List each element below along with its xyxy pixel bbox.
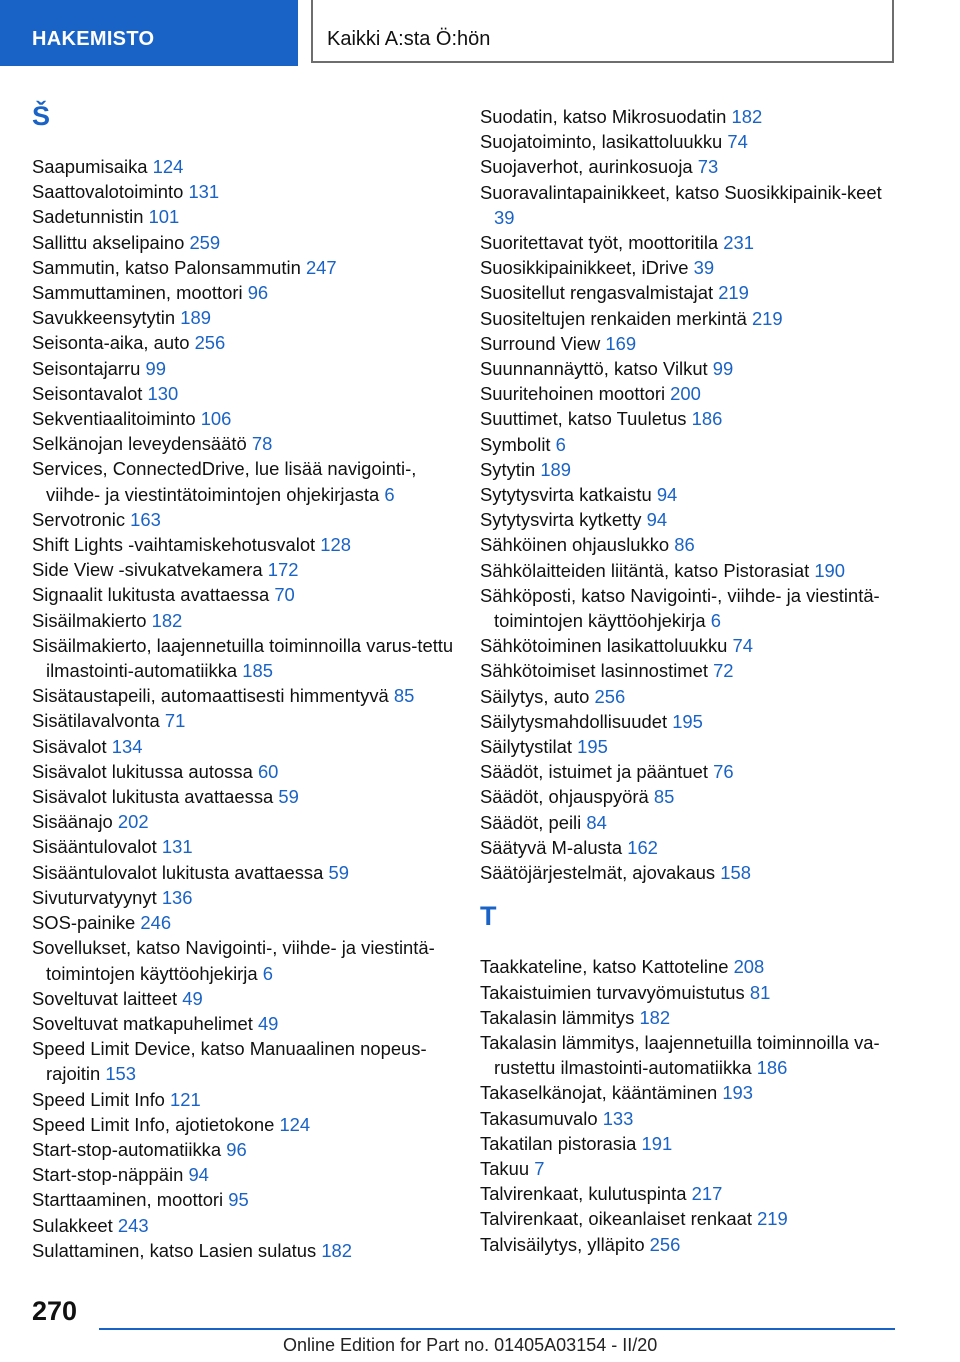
chapter-title: Kaikki A:sta Ö:hön — [327, 28, 491, 50]
index-page-link[interactable]: 94 — [646, 509, 668, 531]
index-entry-text: Seisontavalot — [32, 382, 143, 404]
index-entry — [32, 885, 457, 910]
index-entry-text: Seisonta-aika, auto — [32, 332, 190, 354]
index-entry — [480, 406, 905, 431]
index-entry-text: Takalasin lämmitys — [480, 1006, 635, 1028]
index-entry — [32, 986, 457, 1011]
index-entry-text: Shift Lights -vaihtamiskehotusvalot — [32, 534, 316, 556]
index-entry-text: Takaselkänojat, kääntäminen — [480, 1082, 718, 1104]
index-entry — [480, 980, 905, 1005]
index-page-link[interactable]: 190 — [814, 559, 845, 581]
index-entry — [480, 381, 905, 406]
index-letter-heading: Š — [32, 101, 51, 131]
index-entry — [32, 507, 457, 532]
index-entry-text: Sovellukset, katso Navigointi-, viihde- ja viestintä-toimintojen käyttöohjekirja — [32, 937, 435, 984]
index-page-link[interactable]: 7 — [534, 1157, 545, 1179]
index-entry — [480, 583, 905, 633]
index-page-link[interactable]: 208 — [733, 956, 765, 978]
index-page-link[interactable]: 186 — [691, 408, 723, 430]
index-column-right — [480, 104, 905, 1257]
index-entry — [32, 1087, 457, 1112]
index-entry — [32, 204, 457, 229]
index-entry-text: Sammutin, katso Palonsammutin — [32, 256, 301, 278]
index-entry — [480, 532, 905, 557]
index-letter-heading: T — [480, 901, 497, 932]
index-entry — [32, 280, 457, 305]
index-page-link[interactable]: 49 — [257, 1012, 279, 1034]
index-entry — [480, 684, 905, 709]
index-entry-text: Takalasin lämmitys, laajennetuilla toiminnoilla va-rustettu ilmastointi-automatiikka — [480, 1031, 880, 1079]
index-entry — [480, 507, 905, 532]
chapter-title-box — [311, 0, 894, 63]
index-page-link[interactable]: 124 — [152, 156, 184, 177]
index-entry-text: Surround View — [480, 332, 601, 354]
index-entry — [480, 180, 905, 230]
index-entry-text: Säädöt, istuimet ja pääntuet — [480, 761, 708, 783]
index-entry-text: Sähköposti, katso Navigointi-, viihde- ja viestintä-toimintojen käyttöohjekirja — [480, 584, 880, 632]
index-entry-text: Sisäilmakierto — [32, 609, 147, 631]
index-entry-text: Sivuturvatyynyt — [32, 886, 157, 908]
index-entry — [480, 759, 905, 784]
index-page-link[interactable]: 182 — [639, 1006, 671, 1028]
index-page-link[interactable]: 70 — [274, 584, 295, 606]
index-page-link[interactable]: 195 — [577, 736, 608, 758]
index-entry-text: Sisäänajo — [32, 811, 113, 833]
index-entry — [32, 406, 457, 431]
index-entry-text: Suuttimet, katso Tuuletus — [480, 408, 687, 430]
index-entry-text: Talvirenkaat, oikeanlaiset renkaat — [480, 1208, 752, 1230]
index-entry-text: Soveltuvat matkapuhelimet — [32, 1012, 253, 1034]
index-page-link[interactable]: 219 — [757, 1208, 788, 1230]
index-entry-text: Sisätaustapeili, automaattisesti himmentyvä — [32, 685, 389, 707]
index-entry-text: Suuritehoinen moottori — [480, 383, 666, 405]
index-entry-text: Speed Limit Device, katso Manuaalinen nopeus-rajoitin — [32, 1038, 427, 1085]
index-page-link[interactable]: 186 — [756, 1057, 788, 1079]
index-page-link[interactable]: 95 — [228, 1189, 249, 1211]
index-page-link[interactable]: 247 — [305, 256, 337, 278]
index-entry-text: Servotronic — [32, 508, 126, 530]
index-entry-text: Seisontajarru — [32, 357, 141, 379]
index-entry — [32, 708, 457, 733]
index-entry — [32, 683, 457, 708]
index-entry-text: Talvirenkaat, kulutuspinta — [480, 1183, 687, 1205]
index-entry-text: Suunnannäyttö, katso Vilkut — [480, 358, 708, 380]
index-entry — [480, 658, 905, 683]
index-entry — [480, 633, 905, 658]
page-number: 270 — [32, 1296, 78, 1326]
index-entry — [32, 431, 457, 456]
index-page-link[interactable]: 96 — [247, 282, 269, 304]
index-entry-text: Sisätilavalvonta — [32, 710, 160, 732]
index-entry — [32, 784, 457, 809]
index-page-link[interactable]: 76 — [713, 761, 734, 783]
index-entry-text: Säätöjärjestelmät, ajovakaus — [480, 862, 716, 884]
index-entry-text: Sisävalot lukitusta avattaessa — [32, 786, 274, 808]
index-page-link[interactable]: 169 — [605, 332, 637, 354]
index-page-link[interactable]: 99 — [712, 358, 734, 380]
index-entry — [32, 1112, 457, 1137]
index-entry — [32, 759, 457, 784]
index-entry — [32, 356, 457, 381]
index-page-link[interactable]: 217 — [691, 1183, 723, 1205]
index-entry — [32, 582, 457, 607]
index-page-link[interactable]: 136 — [161, 886, 193, 908]
index-page-link[interactable]: 39 — [494, 206, 515, 228]
index-page-link[interactable]: 6 — [384, 483, 395, 505]
index-page-link[interactable]: 163 — [130, 508, 161, 530]
index-entry — [480, 784, 905, 809]
index-entry-list — [32, 154, 457, 1263]
index-page-link[interactable]: 153 — [105, 1063, 136, 1085]
index-entry — [480, 1131, 905, 1156]
index-entry — [480, 954, 905, 979]
index-entry — [32, 1238, 457, 1263]
index-entry-text: Sekventiaalitoiminto — [32, 408, 196, 430]
index-entry — [32, 230, 457, 255]
index-entry — [480, 280, 905, 305]
index-page-link[interactable]: 131 — [188, 181, 220, 203]
index-entry — [32, 330, 457, 355]
index-entry — [32, 935, 457, 985]
index-entry — [32, 179, 457, 204]
index-entry-text: Takatilan pistorasia — [480, 1132, 637, 1154]
index-entry-text: Säilytys, auto — [480, 685, 590, 707]
index-page-link[interactable]: 73 — [697, 156, 719, 178]
index-entry-text: Sähkötoimiset lasinnostimet — [480, 660, 708, 682]
index-column-left — [32, 100, 457, 1263]
index-entry-text: Saapumisaika — [32, 156, 148, 177]
index-entry — [480, 1030, 905, 1080]
index-page-link[interactable]: 49 — [182, 987, 203, 1009]
index-entry — [32, 1011, 457, 1036]
index-entry-text: Sammuttaminen, moottori — [32, 282, 243, 304]
index-entry-text: Suodatin, katso Mikrosuodatin — [480, 106, 727, 127]
index-entry-text: Sähkölaitteiden liitäntä, katso Pistorasiat — [480, 559, 810, 581]
index-entry-text: Suojatoiminto, lasikattoluukku — [480, 131, 723, 153]
index-entry — [480, 1005, 905, 1030]
section-tab-label: HAKEMISTO — [32, 28, 155, 50]
index-entry-text: Säädöt, ohjauspyörä — [480, 786, 649, 808]
index-page-link[interactable]: 94 — [656, 484, 678, 506]
index-entry-text: Takasumuvalo — [480, 1107, 598, 1129]
index-entry — [480, 810, 905, 835]
index-page-link[interactable]: 6 — [710, 610, 721, 632]
index-page-link[interactable]: 130 — [147, 382, 179, 404]
index-entry — [32, 381, 457, 406]
index-page-link[interactable]: 182 — [321, 1239, 353, 1261]
index-page-link[interactable]: 200 — [670, 383, 701, 405]
index-page-link[interactable]: 99 — [145, 357, 166, 379]
section-tab — [0, 0, 298, 66]
index-entry-text: Sisävalot — [32, 735, 107, 757]
index-entry — [32, 255, 457, 280]
index-page-link[interactable]: 195 — [672, 710, 703, 732]
index-entry — [32, 1137, 457, 1162]
index-entry — [32, 834, 457, 859]
index-page-link[interactable]: 39 — [693, 257, 715, 279]
index-entry — [32, 1187, 457, 1212]
index-page-link[interactable]: 189 — [180, 307, 211, 329]
index-entry — [480, 1080, 905, 1105]
index-entry — [32, 532, 457, 557]
index-entry-list — [480, 954, 905, 1256]
index-page-link[interactable]: 72 — [713, 660, 734, 682]
index-entry-text: Säätyvä M-alusta — [480, 836, 623, 858]
index-page-link[interactable]: 6 — [555, 433, 566, 455]
index-entry-text: Symbolit — [480, 433, 551, 455]
index-entry-text: Suoravalintapainikkeet, katso Suosikkipainik-keet — [480, 181, 882, 203]
index-entry-text: Saattovalotoiminto — [32, 181, 184, 203]
index-page-link[interactable]: 256 — [194, 332, 226, 354]
index-page-link[interactable]: 101 — [148, 206, 180, 228]
index-entry — [32, 633, 457, 683]
index-entry — [480, 306, 905, 331]
index-entry — [32, 557, 457, 582]
index-entry — [480, 230, 905, 255]
index-page-link[interactable]: 182 — [731, 106, 763, 127]
index-page-link[interactable]: 6 — [262, 962, 273, 984]
index-entry — [480, 1232, 905, 1257]
index-entry — [32, 910, 457, 935]
index-page-link[interactable]: 243 — [117, 1214, 149, 1236]
index-page-link[interactable]: 134 — [111, 735, 143, 757]
index-entry — [480, 482, 905, 507]
index-entry-text: Talvisäilytys, ylläpito — [480, 1233, 645, 1255]
index-entry — [480, 1206, 905, 1231]
index-page-link[interactable]: 106 — [200, 408, 232, 430]
index-entry-text: Speed Limit Info — [32, 1088, 165, 1110]
index-entry-text: Säädöt, peili — [480, 811, 582, 833]
index-entry-text: Sytytysvirta kytketty — [480, 509, 642, 531]
index-entry-text: Sytytysvirta katkaistu — [480, 484, 652, 506]
index-entry — [480, 734, 905, 759]
index-entry-text: Sisääntulovalot — [32, 836, 157, 858]
index-entry-text: Takuu — [480, 1157, 530, 1179]
index-entry-text: Start-stop-näppäin — [32, 1164, 184, 1186]
index-page-link[interactable]: 71 — [164, 710, 186, 732]
index-entry-text: Selkänojan leveydensäätö — [32, 433, 247, 455]
index-page-link[interactable]: 259 — [189, 231, 221, 253]
index-entry — [32, 456, 457, 506]
index-entry — [480, 709, 905, 734]
index-page-link[interactable]: 182 — [151, 609, 183, 631]
index-page-link[interactable]: 59 — [278, 786, 299, 808]
index-entry — [480, 104, 905, 129]
index-entry — [32, 734, 457, 759]
index-entry-text: Speed Limit Info, ajotietokone — [32, 1113, 275, 1135]
index-entry — [480, 860, 905, 885]
index-entry — [32, 860, 457, 885]
footer-divider — [99, 1328, 895, 1330]
index-entry-text: SOS-painike — [32, 912, 136, 934]
page-header — [0, 0, 960, 66]
index-entry-text: Sisävalot lukitussa autossa — [32, 760, 253, 782]
index-entry — [480, 1181, 905, 1206]
index-page-link[interactable]: 96 — [226, 1138, 247, 1160]
index-entry-text: Sulakkeet — [32, 1214, 113, 1236]
index-page-link[interactable]: 256 — [649, 1233, 681, 1255]
index-page-link[interactable]: 256 — [594, 685, 626, 707]
index-entry-text: Sadetunnistin — [32, 206, 144, 228]
index-page-link[interactable]: 219 — [751, 307, 783, 329]
index-entry — [480, 558, 905, 583]
index-page-link[interactable]: 128 — [320, 534, 351, 556]
index-page-link[interactable]: 124 — [279, 1113, 311, 1135]
index-page-link[interactable]: 85 — [393, 685, 415, 707]
index-entry-text: Sallittu akselipaino — [32, 231, 185, 253]
index-entry-text: Services, ConnectedDrive, lue lisää navigointi-, viihde- ja viestintätoimintojen ohjekirjasta — [32, 458, 417, 505]
footer-text: Online Edition for Part no. 01405A03154 - II/20 — [283, 1335, 658, 1355]
index-page-link[interactable]: 202 — [117, 811, 149, 833]
index-entry-text: Signaalit lukitusta avattaessa — [32, 584, 270, 606]
index-entry-text: Sulattaminen, katso Lasien sulatus — [32, 1239, 317, 1261]
index-page-link[interactable]: 59 — [328, 861, 349, 883]
index-entry — [32, 305, 457, 330]
index-entry-text: Sisääntulovalot lukitusta avattaessa — [32, 861, 324, 883]
index-entry-text: Takaistuimien turvavyömuistutus — [480, 981, 745, 1003]
index-entry — [480, 457, 905, 482]
index-entry — [32, 1036, 457, 1086]
index-page-link[interactable]: 78 — [251, 433, 273, 455]
index-page-link[interactable]: 133 — [602, 1107, 634, 1129]
index-entry — [480, 835, 905, 860]
index-entry — [480, 154, 905, 179]
index-entry-text: Savukkeensytytin — [32, 307, 176, 329]
index-page-link[interactable]: 172 — [267, 559, 299, 581]
index-page-link[interactable]: 191 — [641, 1132, 673, 1154]
index-entry-list — [480, 104, 905, 885]
index-page-link[interactable]: 193 — [722, 1082, 753, 1104]
index-page-link[interactable]: 121 — [170, 1088, 201, 1110]
index-page-link[interactable]: 60 — [257, 760, 279, 782]
index-entry-text: Suositeltujen renkaiden merkintä — [480, 307, 747, 329]
index-entry — [32, 1162, 457, 1187]
index-entry-text: Starttaaminen, moottori — [32, 1189, 224, 1211]
index-entry-text: Suojaverhot, aurinkosuoja — [480, 156, 693, 178]
index-entry-text: Sähkötoiminen lasikattoluukku — [480, 635, 728, 657]
index-entry-text: Säilytystilat — [480, 736, 572, 758]
index-entry-text: Suositellut rengasvalmistajat — [480, 282, 714, 304]
index-entry — [32, 154, 457, 179]
index-entry-text: Side View -sivukatvekamera — [32, 559, 263, 581]
index-entry — [32, 809, 457, 834]
index-page-link[interactable]: 85 — [653, 786, 675, 808]
index-entry — [480, 356, 905, 381]
index-entry-text: Sytytin — [480, 458, 536, 480]
index-entry-text: Sähköinen ohjauslukko — [480, 534, 670, 556]
index-page-link[interactable]: 158 — [720, 862, 751, 884]
index-page-link[interactable]: 74 — [732, 635, 753, 657]
index-entry-text: Sisäilmakierto, laajennetuilla toiminnoilla varus-tettu ilmastointi-automatiikka — [32, 634, 454, 682]
index-entry — [480, 129, 905, 154]
index-page-link[interactable]: 219 — [718, 282, 749, 304]
index-page-link[interactable]: 86 — [674, 534, 695, 556]
index-page-link[interactable]: 131 — [161, 836, 193, 858]
index-entry-text: Suosikkipainikkeet, iDrive — [480, 257, 689, 279]
index-page-link[interactable]: 162 — [627, 836, 658, 858]
index-entry — [480, 432, 905, 457]
index-entry-text: Soveltuvat laitteet — [32, 987, 178, 1009]
index-entry — [480, 1106, 905, 1131]
index-page-link[interactable]: 185 — [242, 660, 273, 682]
index-entry-text: Taakkateline, katso Kattoteline — [480, 956, 729, 978]
index-page-link[interactable]: 74 — [727, 131, 748, 153]
index-entry — [480, 1156, 905, 1181]
index-entry — [32, 608, 457, 633]
index-entry-text: Suoritettavat työt, moottoritila — [480, 232, 719, 254]
index-entry — [480, 255, 905, 280]
index-entry — [480, 331, 905, 356]
index-page-link[interactable]: 231 — [723, 232, 754, 254]
index-entry — [32, 1213, 457, 1238]
index-page-link[interactable]: 81 — [749, 981, 771, 1003]
index-page-link[interactable]: 189 — [540, 458, 572, 480]
index-page-link[interactable]: 94 — [188, 1164, 209, 1186]
index-entry-text: Start-stop-automatiikka — [32, 1138, 222, 1160]
index-page-link[interactable]: 246 — [140, 912, 172, 934]
index-page-link[interactable]: 84 — [586, 811, 607, 833]
index-entry-text: Säilytysmahdollisuudet — [480, 710, 668, 732]
